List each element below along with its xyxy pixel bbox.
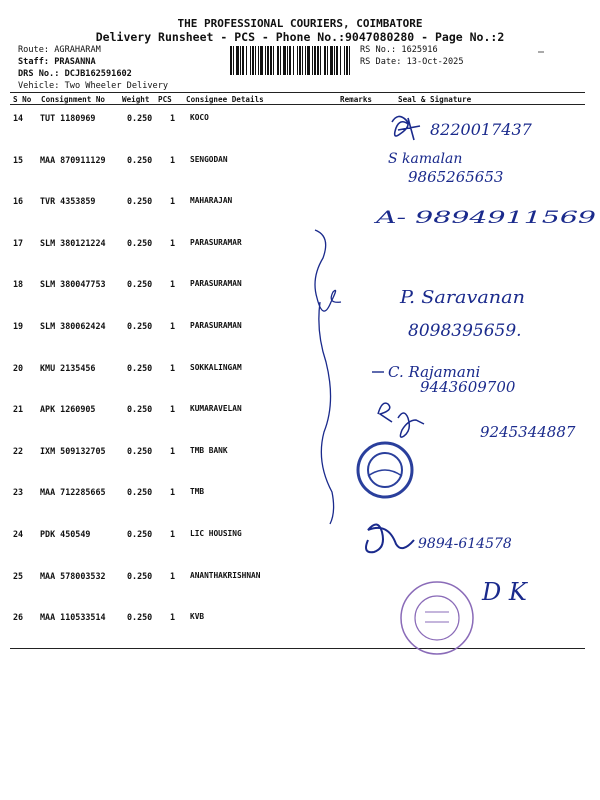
handwriting-row-24: 9894-614578 [418, 536, 512, 552]
row-consignment-no: IXM 509132705 [40, 445, 106, 456]
row-sno: 17 [13, 237, 24, 248]
row-consignment-no: MAA 578003532 [40, 570, 106, 581]
row-sno: 14 [13, 113, 24, 123]
row-consignee: MAHARAJAN [190, 196, 233, 206]
row-weight: 0.250 [127, 279, 153, 290]
handwriting-row-14: 8220017437 [430, 120, 532, 139]
table-row [10, 230, 585, 272]
row-sno: 26 [13, 612, 24, 623]
row-weight: 0.250 [127, 404, 153, 415]
route-line [18, 45, 101, 55]
handwriting-row-21: 9245344887 [480, 423, 576, 441]
row-sno: 22 [13, 445, 24, 456]
handwriting-row-19-name: P. Saravanan [398, 287, 525, 308]
row-consignee: PARASURAMAR [190, 237, 242, 247]
row-pcs: 1 [170, 321, 176, 331]
row-weight: 0.250 [127, 529, 153, 539]
row-sno: 16 [13, 196, 24, 207]
row-sno: 21 [13, 404, 24, 415]
row-sno: 25 [13, 570, 24, 581]
handwriting-row-19-phone: 8098395659. [408, 321, 522, 341]
handwriting-row-15-name: S kamalan [388, 151, 463, 167]
row-sno: 20 [13, 362, 24, 373]
table-row [10, 355, 585, 397]
runsheet-title: Delivery Runsheet - PCS - Phone No.:9047080280 - Page No.:2 [95, 30, 505, 44]
row-sno: 19 [13, 321, 24, 331]
table-row [10, 396, 585, 438]
row-consignment-no: PDK 450549 [40, 529, 91, 539]
rs-no-label: RS No.: [360, 45, 397, 55]
vehicle-line [18, 81, 168, 91]
route-value: AGRAHARAM [54, 45, 101, 55]
row-consignee: SENGODAN [190, 154, 228, 164]
handwriting-row-16: A- 9894911569 [372, 208, 597, 228]
row-consignee: LIC HOUSING [190, 529, 242, 538]
row-weight: 0.250 [127, 612, 153, 623]
rs-date-line [360, 57, 464, 67]
row-weight: 0.250 [127, 570, 153, 581]
table-row [10, 313, 585, 355]
table-row [10, 271, 585, 313]
table-row [10, 521, 585, 563]
row-sno: 24 [13, 529, 24, 539]
row-pcs: 1 [170, 279, 176, 290]
row-pcs: 1 [170, 445, 176, 456]
staff-value: PRASANNA [54, 57, 96, 67]
handwriting-row-20-name: C. Rajamani [388, 363, 481, 381]
row-weight: 0.250 [127, 237, 153, 248]
col-sno-header: S No [13, 95, 32, 104]
row-consignment-no: TVR 4353859 [40, 196, 96, 207]
col-consignee-header: Consignee Details [186, 95, 264, 104]
row-pcs: 1 [170, 154, 176, 165]
handwriting-row-25: D K [482, 578, 527, 606]
row-weight: 0.250 [127, 154, 153, 165]
row-consignment-no: MAA 870911129 [40, 154, 106, 165]
row-consignment-no: SLM 380121224 [40, 237, 106, 248]
row-consignment-no: APK 1260905 [40, 404, 96, 415]
table-row [10, 604, 585, 646]
col-consignment-header: Consignment No [41, 95, 106, 104]
table-row [10, 188, 585, 230]
company-title: THE PROFESSIONAL COURIERS, COIMBATORE [177, 17, 423, 30]
handwriting-row-20-phone: 9443609700 [420, 378, 516, 396]
row-consignee: PARASURAMAN [190, 279, 242, 289]
row-weight: 0.250 [127, 321, 153, 331]
drs-label: DRS No.: [18, 69, 60, 79]
row-consignment-no: MAA 110533514 [40, 612, 106, 623]
row-weight: 0.250 [127, 196, 153, 207]
staff-label: Staff: [18, 57, 50, 67]
row-sno: 18 [13, 279, 24, 290]
table-row [10, 479, 585, 521]
row-pcs: 1 [170, 487, 176, 498]
row-pcs: 1 [170, 113, 176, 123]
staff-line [18, 57, 96, 67]
row-pcs: 1 [170, 404, 176, 415]
vehicle-label: Vehicle: [18, 81, 60, 91]
table-bottom-rule [10, 648, 585, 649]
handwriting-row-15-phone: 9865265653 [408, 168, 504, 186]
table-row [10, 147, 585, 189]
rs-date-value: 13-Oct-2025 [406, 57, 464, 67]
row-consignment-no: SLM 380047753 [40, 279, 106, 290]
col-remarks-header: Remarks [340, 95, 373, 104]
row-pcs: 1 [170, 612, 176, 623]
drs-value: DCJB162591602 [64, 69, 132, 79]
row-pcs: 1 [170, 196, 176, 207]
table-row [10, 105, 585, 147]
table-row [10, 438, 585, 480]
row-consignment-no: TUT 1180969 [40, 113, 96, 123]
rs-date-label: RS Date: [360, 57, 402, 67]
row-consignee: PARASURAMAN [190, 321, 242, 330]
row-weight: 0.250 [127, 362, 153, 373]
route-label: Route: [18, 45, 50, 55]
row-consignee: SOKKALINGAM [190, 362, 242, 372]
row-consignee: TMB [190, 487, 205, 497]
row-pcs: 1 [170, 529, 176, 539]
drs-line [18, 69, 132, 79]
rs-no-value: 1625916 [401, 45, 438, 55]
row-consignee: KUMARAVELAN [190, 404, 242, 414]
row-consignment-no: KMU 2135456 [40, 362, 96, 373]
row-consignee: ANANTHAKRISHNAN [190, 570, 261, 580]
row-consignee: TMB BANK [190, 445, 228, 455]
table-row [10, 563, 585, 605]
row-consignee: KVB [190, 612, 205, 622]
vehicle-value: Two Wheeler Delivery [64, 81, 169, 91]
row-weight: 0.250 [127, 113, 153, 123]
header-top-rule [10, 92, 585, 93]
row-pcs: 1 [170, 362, 176, 373]
row-consignment-no: SLM 380062424 [40, 321, 106, 331]
row-sno: 23 [13, 487, 24, 498]
barcode [230, 46, 352, 75]
row-weight: 0.250 [127, 445, 153, 456]
row-pcs: 1 [170, 570, 176, 581]
row-consignee: KOCO [190, 113, 209, 122]
row-sno: 15 [13, 154, 24, 165]
row-weight: 0.250 [127, 487, 153, 498]
col-weight-header: Weight [122, 95, 150, 104]
row-pcs: 1 [170, 237, 176, 248]
rs-no-line [360, 45, 438, 55]
row-consignment-no: MAA 712285665 [40, 487, 106, 498]
col-pcs-header: PCS [158, 95, 172, 104]
col-signature-header: Seal & Signature [398, 95, 472, 104]
